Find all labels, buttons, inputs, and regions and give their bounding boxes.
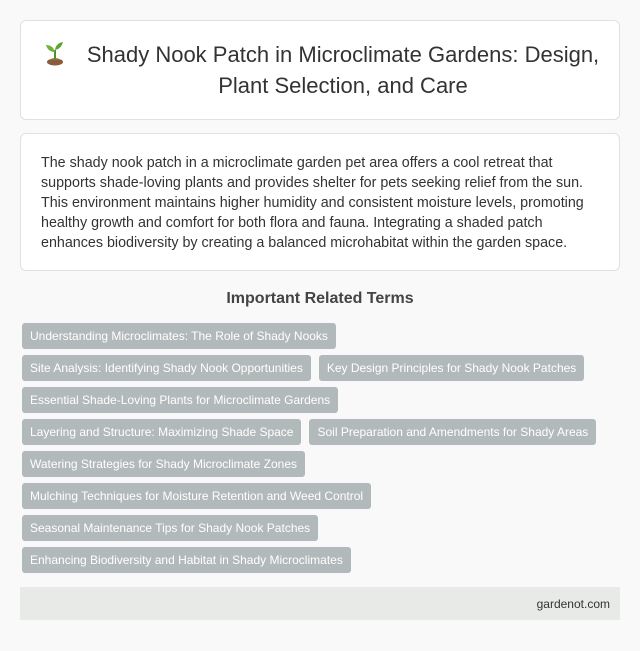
term-tag[interactable]: Understanding Microclimates: The Role of Shady Nooks <box>22 323 336 349</box>
summary-card <box>20 133 620 271</box>
term-tag[interactable]: Key Design Principles for Shady Nook Patches <box>319 355 584 381</box>
footer <box>20 587 620 620</box>
related-terms-list <box>22 323 622 579</box>
title-card <box>20 20 620 120</box>
related-terms-heading: Important Related Terms <box>226 290 414 307</box>
page-title: Shady Nook Patch in Microclimate Gardens: Design, Plant Selection, and Care <box>86 42 600 98</box>
term-tag[interactable]: Site Analysis: Identifying Shady Nook Opportunities <box>22 355 311 381</box>
term-row <box>22 355 622 381</box>
term-row <box>22 387 622 413</box>
summary-text: The shady nook patch in a microclimate garden pet area offers a cool retreat that supports shade-loving plants and provides shelter for pets seeking relief from the sun. This environment maintains higher humidity and consistent moisture levels, promoting healthy growth and comfort for both flora and fauna. Integrating a shaded patch enhances biodiversity by creating a balanced microhabitat within the garden space. <box>41 155 584 251</box>
term-row <box>22 547 622 573</box>
term-row <box>22 451 622 477</box>
term-row <box>22 483 622 509</box>
term-tag[interactable]: Layering and Structure: Maximizing Shade Space <box>22 419 301 445</box>
term-tag[interactable]: Watering Strategies for Shady Microclimate Zones <box>22 451 305 477</box>
footer-site-link[interactable]: gardenot.com <box>536 596 610 611</box>
term-tag[interactable]: Seasonal Maintenance Tips for Shady Nook Patches <box>22 515 318 541</box>
term-tag[interactable]: Mulching Techniques for Moisture Retention and Weed Control <box>22 483 371 509</box>
term-row <box>22 323 622 349</box>
sprout-icon <box>40 37 70 67</box>
title-row <box>40 39 600 101</box>
term-tag[interactable]: Enhancing Biodiversity and Habitat in Shady Microclimates <box>22 547 351 573</box>
term-tag[interactable]: Essential Shade-Loving Plants for Microclimate Gardens <box>22 387 338 413</box>
term-tag[interactable]: Soil Preparation and Amendments for Shady Areas <box>309 419 596 445</box>
term-row <box>22 419 622 445</box>
term-row <box>22 515 622 541</box>
